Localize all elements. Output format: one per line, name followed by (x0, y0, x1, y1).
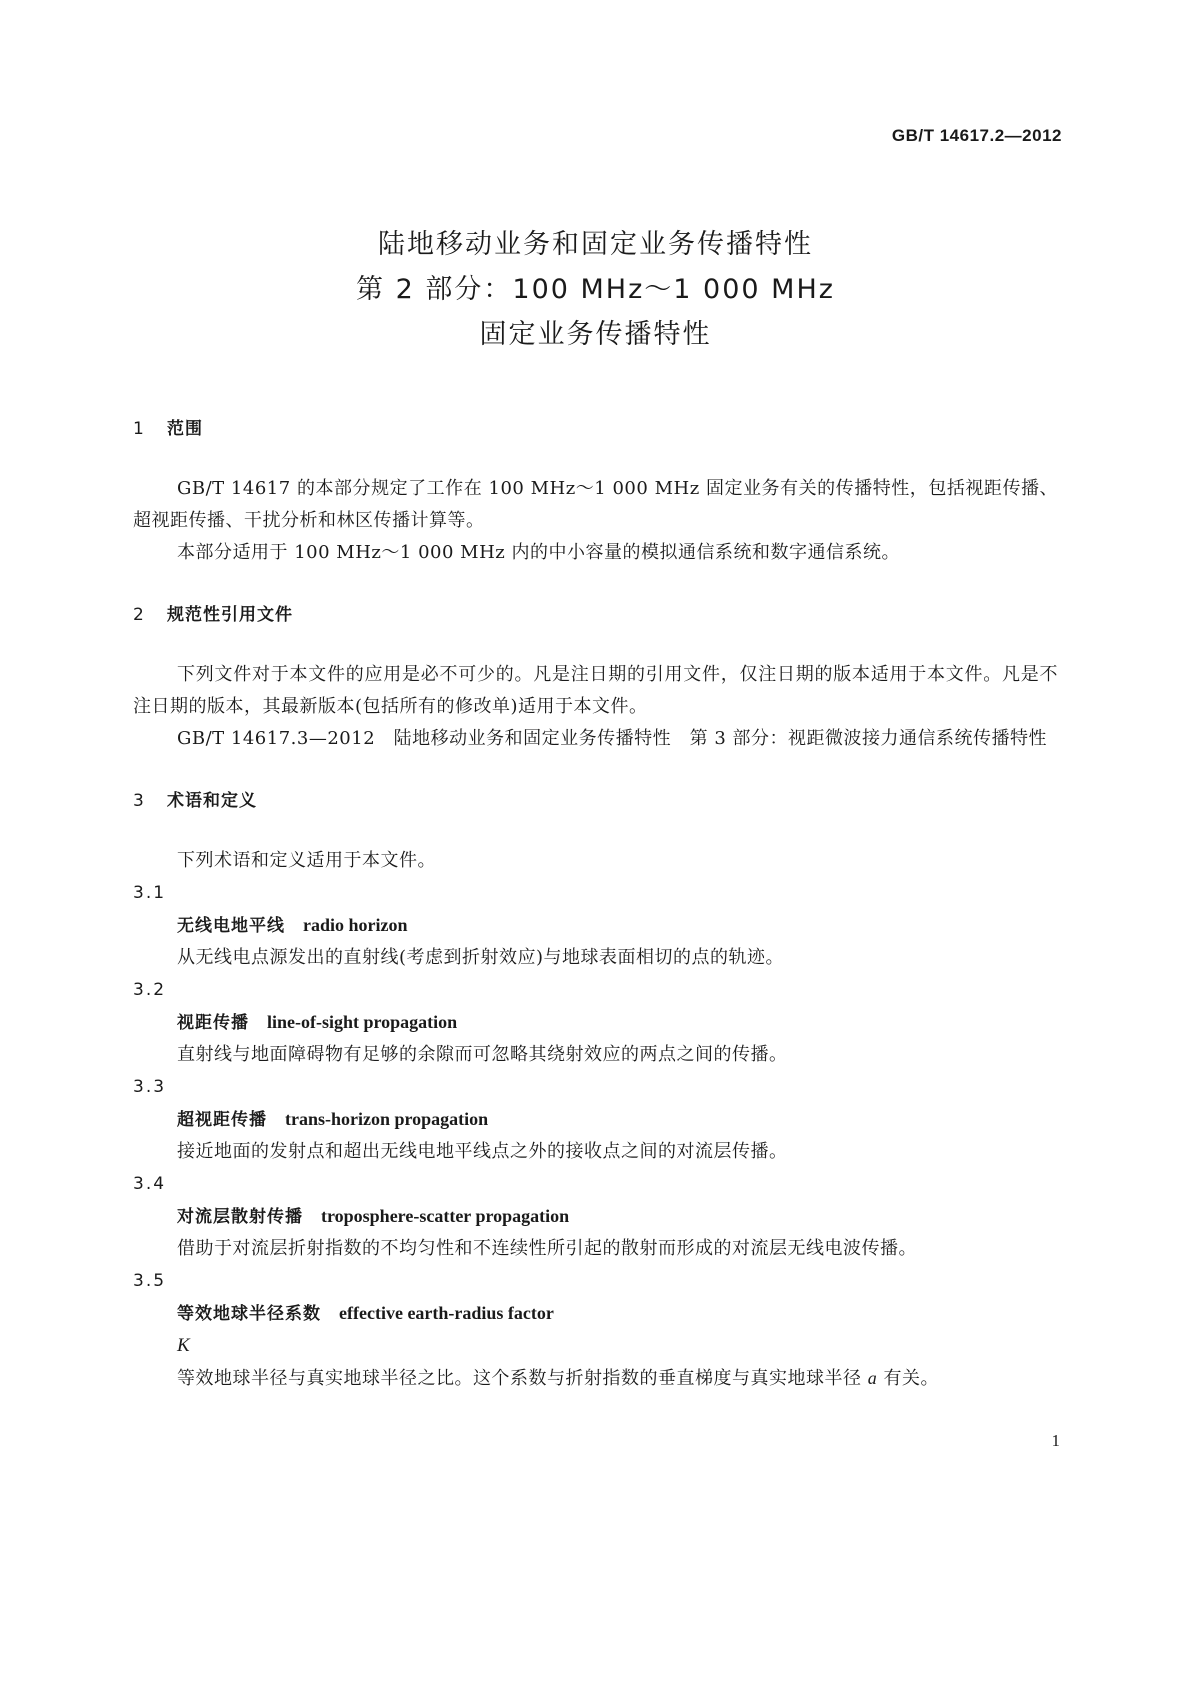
term-definition: 借助于对流层折射指数的不均匀性和不连续性所引起的散射而形成的对流层无线电波传播。 (177, 1238, 917, 1259)
term-entry (133, 1200, 1058, 1233)
term-chinese: 无线电地平线 (177, 916, 285, 936)
section-title: 术语和定义 (167, 791, 257, 811)
term-chinese: 超视距传播 (177, 1110, 267, 1130)
term-number: 3.3 (133, 1077, 167, 1097)
section-1-paragraph-1: GB/T 14617 的本部分规定了工作在 100 MHz～1 000 MHz 固定业务有关的传播特性，包括视距传播、超视距传播、干扰分析和林区传播计算等。 (133, 478, 1058, 531)
term-symbol: K (177, 1335, 190, 1356)
term-english: troposphere-scatter propagation (321, 1206, 570, 1226)
normative-reference: GB/T 14617.3—2012 陆地移动业务和固定业务传播特性 第 3 部分：视距微波接力通信系统传播特性 (177, 728, 1048, 749)
term-definition: 接近地面的发射点和超出无线电地平线点之外的接收点之间的对流层传播。 (177, 1141, 788, 1162)
page-number: 1 (1051, 1431, 1060, 1450)
term-chinese: 等效地球半径系数 (177, 1304, 321, 1324)
term-entry (133, 1103, 1058, 1136)
term-number: 3.5 (133, 1271, 167, 1291)
term-english: effective earth-radius factor (339, 1303, 554, 1323)
term-entry (133, 909, 1058, 942)
document-body (133, 413, 1058, 1395)
standard-code: GB/T 14617.2—2012 (891, 126, 1062, 145)
term-definition: 直射线与地面障碍物有足够的余隙而可忽略其绕射效应的两点之间的传播。 (177, 1044, 788, 1065)
title-line-2: 第 2 部分：100 MHz～1 000 MHz (356, 274, 835, 305)
section-title: 规范性引用文件 (167, 605, 293, 625)
term-chinese: 对流层散射传播 (177, 1207, 303, 1227)
term-number: 3.4 (133, 1174, 167, 1194)
section-3-intro: 下列术语和定义适用于本文件。 (177, 850, 436, 871)
term-chinese: 视距传播 (177, 1013, 249, 1033)
section-1-heading (133, 413, 1058, 445)
term-definition: 从无线电点源发出的直射线(考虑到折射效应)与地球表面相切的点的轨迹。 (177, 947, 785, 968)
section-number: 2 (133, 605, 145, 625)
section-1-paragraph-2: 本部分适用于 100 MHz～1 000 MHz 内的中小容量的模拟通信系统和数字通信系统。 (177, 542, 900, 563)
section-3-heading (133, 785, 1058, 817)
section-title: 范围 (167, 419, 203, 439)
term-entry (133, 1006, 1058, 1039)
term-entry (133, 1297, 1058, 1330)
term-english: trans-horizon propagation (285, 1109, 489, 1129)
section-2-heading (133, 599, 1058, 631)
title-line-3: 固定业务传播特性 (479, 319, 712, 350)
definition-text: 有关。 (877, 1368, 939, 1389)
section-number: 1 (133, 419, 145, 439)
term-english: line-of-sight propagation (267, 1012, 458, 1032)
term-english: radio horizon (303, 915, 408, 935)
title-line-1: 陆地移动业务和固定业务传播特性 (378, 229, 813, 260)
variable-symbol: a (867, 1368, 878, 1388)
definition-text: 等效地球半径与真实地球半径之比。这个系数与折射指数的垂直梯度与真实地球半径 (177, 1368, 868, 1389)
term-number: 3.1 (133, 883, 167, 903)
section-2-paragraph-1: 下列文件对于本文件的应用是必不可少的。凡是注日期的引用文件，仅注日期的版本适用于本文件。凡是不注日期的版本，其最新版本(包括所有的修改单)适用于本文件。 (133, 664, 1058, 717)
term-definition (133, 1362, 1058, 1395)
section-number: 3 (133, 791, 145, 811)
term-number: 3.2 (133, 980, 167, 1000)
document-title (0, 222, 1191, 357)
